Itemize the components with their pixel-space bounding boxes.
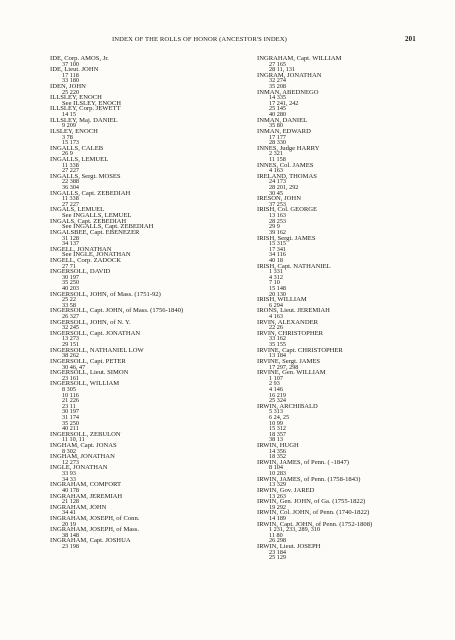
index-entry-name: INGRAHAM, Capt. WILLIAM (257, 55, 342, 62)
volume-page-ref: 25 129 (269, 554, 287, 562)
index-entry-name: IRWIN, Capt. JOHN, of Penn. (1752-1808) (257, 520, 373, 528)
volume-page-ref: 24 173 (269, 178, 287, 186)
volume-page-ref: 32 274 (269, 77, 287, 85)
volume-page-ref: 32 245 (62, 324, 80, 332)
volume-page-ref: 26 9 (62, 150, 73, 158)
volume-page-ref: 25 324 (269, 397, 287, 405)
volume-page-ref: 15 148 (269, 284, 287, 292)
index-entry-name: INGALLS, CALEB (50, 144, 104, 152)
volume-page-ref: 11 338 (62, 161, 79, 169)
volume-page-ref: 26 298 (269, 537, 287, 545)
index-entry-name: INGERSOLL, JOHN, of N. Y. (50, 318, 131, 326)
index-entry-name: ILLSLEY, ENOCH (50, 94, 102, 102)
volume-page-ref: 13 184 (269, 352, 287, 360)
index-entry-name: ILLSLEY, Maj. DANIEL (50, 116, 118, 124)
index-entry-name: IDEN, JOHN (50, 83, 86, 91)
volume-page-ref: 34 116 (269, 251, 286, 259)
volume-page-ref: 27 165 (269, 60, 287, 68)
volume-page-ref: 5 313 (269, 408, 283, 416)
index-entry-name: IRVINE, Gen. WILLIAM (257, 369, 326, 377)
volume-page-ref: 33 93 (62, 470, 76, 478)
volume-page-ref: 22 388 (62, 178, 80, 186)
volume-page-ref: 13 273 (62, 335, 80, 343)
volume-page-ref: 37 100 (62, 60, 80, 68)
index-entry-name: IRWIN, HUGH (257, 442, 299, 450)
volume-page-ref: 29 9 (269, 223, 280, 231)
index-entry-name: INGALLS, LEMUEL (50, 155, 109, 163)
index-entry-name: INGELL, JONATHAN (50, 245, 112, 253)
index-entry-name: INMAN, ABEDNEGO (257, 88, 319, 96)
volume-page-ref: 1 331 (269, 268, 283, 276)
index-entry-name: INGALSBEE, Capt. EBENEZER (50, 228, 140, 236)
index-entry-name: INGERSOLL, Capt. JONATHAN (50, 329, 141, 337)
volume-page-ref: 15 173 (62, 139, 80, 147)
index-entry-name: INGERSOLL, NATHANIEL LOW (50, 346, 144, 354)
volume-page-ref: 11 80 (269, 531, 283, 539)
index-entry-name: INGERSOLL, WILLIAM (50, 380, 120, 388)
volume-page-ref: 10 99 (269, 419, 283, 427)
index-entry-name: INGERSOLL, Capt. PETER (50, 357, 126, 365)
volume-page-ref: 37 253 (269, 200, 287, 208)
volume-page-ref: 25 22 (62, 296, 76, 304)
volume-page-ref: 11 10, 11 (62, 436, 85, 444)
volume-page-ref: 21 226 (62, 397, 80, 405)
volume-page-ref: 35 250 (62, 279, 80, 287)
volume-page-ref: 33 180 (62, 77, 80, 85)
index-entry-name: IRVINE, Sergt. JAMES (257, 357, 321, 365)
index-entry-name: INGERSOLL, DAVID (50, 268, 111, 276)
volume-page-ref: 17 297, 298 (269, 363, 299, 371)
right-index-column (257, 56, 447, 561)
index-entry-name: INGRAHAM, JOSEPH, of Mass. (50, 526, 140, 534)
volume-page-ref: 40 280 (269, 111, 287, 119)
index-entry-name: INGRAHAM, JEREMIAH (50, 492, 123, 500)
volume-page-ref: 25 145 (269, 105, 287, 113)
volume-page-ref: 38 13 (269, 436, 283, 444)
volume-page-ref: 28 201, 292 (269, 184, 299, 192)
volume-page-ref: 28 253 (269, 217, 287, 225)
volume-page-ref: 12 273 (62, 458, 80, 466)
volume-page-ref: 4 312 (269, 273, 283, 281)
volume-page-ref: 23 198 (62, 543, 80, 551)
volume-page-ref: 14 335 (269, 94, 287, 102)
volume-page-ref: 27 71 (62, 262, 76, 270)
volume-page-ref: 31 174 (62, 414, 80, 421)
volume-page-ref: 33 58 (62, 301, 76, 309)
volume-page-ref: 7 10 (269, 279, 280, 287)
index-entry-name: IRWIN, ARCHIBALD (257, 402, 318, 410)
index-entry-name: INGRAHAM, Capt. JOSHUA (50, 537, 131, 545)
volume-page-ref: 15 315 (269, 240, 287, 248)
index-entry-name: INNES, Judge HARRY (257, 144, 320, 152)
volume-page-ref: 1 231, 233, 289, 310 (269, 526, 321, 534)
volume-page-ref: 35 208 (269, 83, 287, 91)
volume-page-ref: 40 211 (62, 425, 79, 433)
volume-page-ref: 17 341 (269, 245, 287, 253)
index-entry-name: IRVIN, CHRISTOPHER (257, 329, 324, 337)
volume-page-ref: 15 312 (269, 425, 287, 433)
index-entry-name: INGERSOLL, JOHN, of Mass. (1751-92) (50, 290, 161, 298)
volume-page-ref: 31 128 (62, 234, 80, 242)
volume-page-ref: 11 158 (269, 155, 286, 163)
page-number: 201 (405, 35, 416, 43)
index-entry-name: INGRAM, JONATHAN (257, 71, 322, 79)
volume-page-ref: 23 161 (62, 374, 80, 382)
volume-page-ref: 38 148 (62, 531, 80, 539)
index-entry-name: IRWIN, Col. JOHN, of Penn. (1740-1822) (257, 509, 370, 517)
volume-page-ref: 14 356 (269, 447, 287, 455)
volume-page-ref: 40 18 (269, 256, 283, 264)
index-entry-name: IRELAND, THOMAS (257, 172, 317, 180)
see-reference: See INGLE, JONATHAN (62, 251, 131, 259)
volume-page-ref: 17 241, 242 (269, 99, 299, 107)
volume-page-ref: 4 146 (269, 385, 283, 393)
index-entry-name: ILSLEY, ENOCH (50, 127, 98, 135)
volume-page-ref: 16 219 (269, 391, 287, 399)
volume-page-ref: 8 104 (269, 464, 283, 472)
index-entry-name: IRWIN, Gen. JOHN, of Ga. (1755-1822) (257, 498, 366, 506)
index-entry-name: IRWIN, JAMES, of Penn. ( -1847) (257, 458, 349, 466)
volume-page-ref: 22 26 (269, 324, 283, 332)
volume-page-ref: 17 177 (269, 133, 287, 141)
volume-page-ref: 18 357 (269, 430, 287, 438)
volume-page-ref: 40 203 (62, 284, 80, 292)
volume-page-ref: 6 24, 25 (269, 414, 290, 421)
volume-page-ref: 8 302 (62, 447, 76, 455)
volume-page-ref: 27 227 (62, 200, 80, 208)
volume-page-ref: 34 41 (62, 509, 76, 517)
volume-page-ref: 17 118 (62, 71, 79, 79)
index-entry-name: INGHAM, Capt. JONAS (50, 442, 117, 450)
volume-page-ref: 20 130 (269, 290, 287, 298)
index-entry-name: ILLSLEY, Corp. JEWETT (50, 105, 121, 113)
volume-page-ref: 13 163 (269, 212, 287, 220)
volume-page-ref: 30 197 (62, 408, 80, 416)
index-entry-name: INGALS, LEMUEL (50, 206, 105, 214)
index-entry-name: INGELL, Corp. ZADOCK (50, 256, 122, 264)
index-entry-name: IRWIN, JAMES, of Penn. (1758-1843) (257, 475, 361, 483)
index-entry-name: INMAN, EDWARD (257, 127, 311, 135)
volume-page-ref: 4 163 (269, 313, 283, 321)
volume-page-ref: 13 263 (269, 492, 287, 500)
volume-page-ref: 35 80 (269, 122, 283, 130)
volume-page-ref: 39 162 (269, 228, 287, 236)
volume-page-ref: 2 93 (269, 380, 280, 388)
volume-page-ref: 10 116 (62, 391, 79, 399)
index-entry-name: IRONS, Lieut. JEREMIAH (257, 307, 330, 315)
volume-page-ref: 10 283 (269, 470, 287, 478)
volume-page-ref: 30 46, 47 (62, 363, 86, 371)
volume-page-ref: 35 250 (62, 419, 80, 427)
index-entry-name: INGERSOLL, Lieut. SIMON (50, 369, 129, 377)
index-entry-name: IRISH, Capt. NATHANIEL (257, 262, 331, 270)
index-entry-name: INGLE, JONATHAN (50, 464, 108, 472)
index-entry-name: IDE, Lieut. JOHN (50, 66, 99, 74)
index-entry-name: INGALLS, Sergt. MOSES (50, 172, 121, 180)
volume-page-ref: 30 197 (62, 273, 80, 281)
volume-page-ref: 28 330 (269, 139, 287, 147)
volume-page-ref: 26 327 (62, 313, 80, 321)
see-reference: See ILSLEY, ENOCH (62, 99, 122, 107)
left-index-column (50, 56, 235, 550)
volume-page-ref: 13 329 (269, 481, 287, 489)
volume-page-ref: 2 321 (269, 150, 283, 158)
volume-page-ref: 36 304 (62, 184, 80, 192)
volume-page-ref: 27 227 (62, 167, 80, 175)
volume-page-ref: 25 220 (62, 88, 80, 96)
index-entry-name: IRVIN, ALEXANDER (257, 318, 319, 326)
index-entry-name: INGRAHAM, COMFORT (50, 481, 122, 489)
volume-page-ref: 9 209 (62, 122, 76, 130)
volume-page-ref: 33 162 (269, 335, 287, 343)
index-entry-name: INMAN, DANIEL (257, 116, 308, 124)
volume-page-ref: 30 45 (269, 189, 283, 197)
index-entry-name: IRESON, JOHN (257, 195, 301, 203)
volume-page-ref: 28 11, 131 (269, 66, 296, 74)
volume-page-ref: 14 189 (269, 514, 287, 522)
volume-page-ref: 35 155 (269, 341, 287, 349)
index-entry-name: IRISH, WILLIAM (257, 296, 307, 304)
index-entry-name: IRWIN, Lieut. JOSEPH (257, 543, 321, 551)
index-entry-name: IRISH, Col. GEORGE (257, 206, 318, 214)
index-entry-name: INGALLS, Capt. ZEBEDIAH (50, 189, 131, 197)
volume-page-ref: 18 352 (269, 453, 287, 461)
page-title: INDEX OF THE ROLLS OF HONOR (ANCESTOR'S INDEX) (112, 36, 287, 43)
volume-page-ref: 4 163 (269, 167, 283, 175)
volume-page-ref: 11 338 (62, 195, 79, 203)
volume-page-ref: 23 184 (269, 548, 287, 556)
index-entry-name: IRVINE, Capt. CHRISTOPHER (257, 346, 343, 354)
volume-page-ref: 23 11 (62, 402, 76, 410)
see-reference: See INGALLS, LEMUEL (62, 212, 132, 220)
volume-page-ref: 40 178 (62, 486, 80, 494)
volume-page-ref: 19 292 (269, 503, 287, 511)
volume-page-ref: 6 294 (269, 301, 283, 309)
volume-page-ref: 20 19 (62, 520, 76, 528)
index-entry-name: INNES, Col. JAMES (257, 161, 314, 169)
index-entry-name: INGRAHAM, JOHN (50, 503, 107, 511)
index-entry-name: INGHAM, JONATHAN (50, 453, 115, 461)
volume-page-ref: 8 305 (62, 385, 76, 393)
see-reference: See INGALLS, Capt. ZEBEDIAH (62, 223, 154, 231)
index-entry-name: INGERSOLL, ZEBULON (50, 430, 121, 438)
volume-page-ref: 38 262 (62, 352, 80, 360)
volume-page-ref: 3 78 (62, 133, 73, 141)
volume-page-ref: 21 128 (62, 498, 80, 506)
index-entry-name: INGERSOLL, Capt. JOHN, of Mass. (1756-1840) (50, 307, 184, 315)
volume-page-ref: 34 137 (62, 240, 80, 248)
index-entry-name: IDE, Corp. AMOS, Jr. (50, 55, 109, 62)
volume-page-ref: 1 107 (269, 374, 283, 382)
volume-page-ref: 14 15 (62, 111, 76, 119)
index-entry-name: INGRAHAM, JOSEPH, of Conn. (50, 514, 140, 522)
index-entry-name: IRISH, Sergt. JAMES (257, 234, 316, 242)
volume-page-ref: 34 33 (62, 475, 76, 483)
index-entry-name: IRWIN, Gov. JARED (257, 486, 315, 494)
volume-page-ref: 29 151 (62, 341, 80, 349)
index-entry-name: INGALS, Capt. ZEBEDIAH (50, 217, 127, 225)
